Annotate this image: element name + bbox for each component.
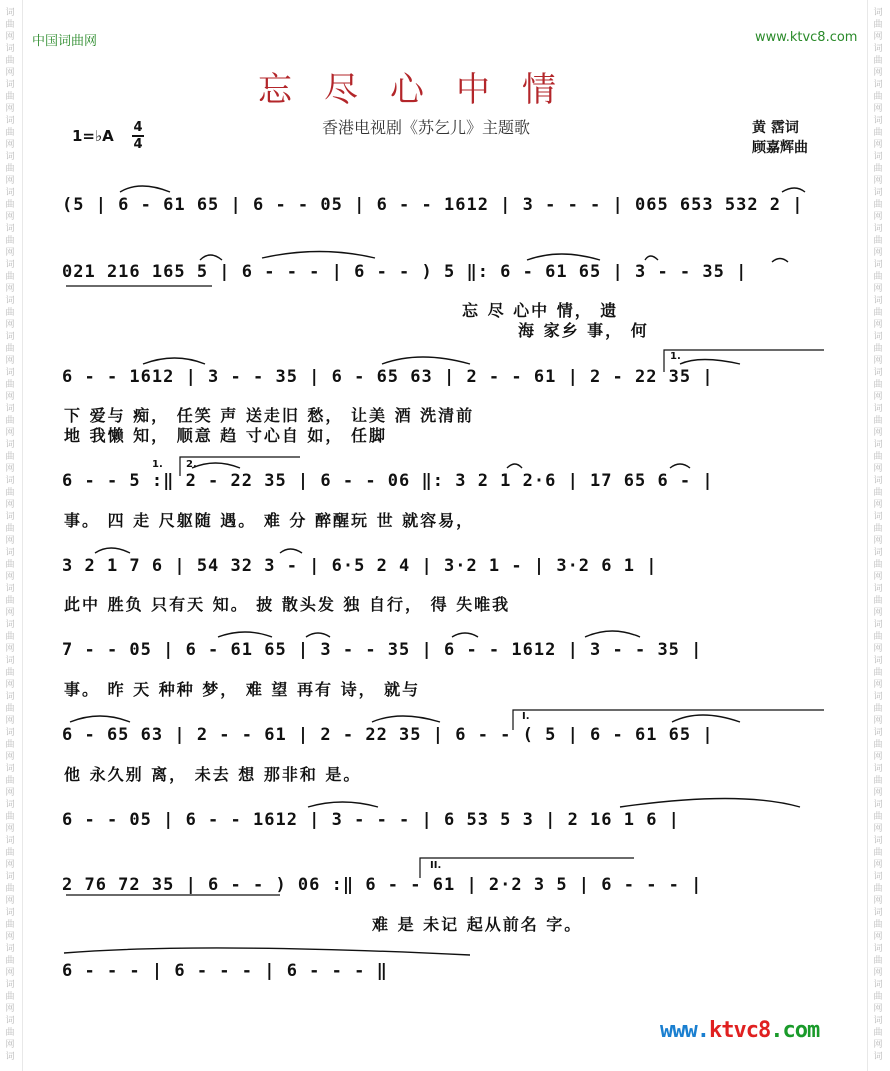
side-watermark-char: 曲 bbox=[873, 56, 883, 66]
slur bbox=[620, 799, 800, 808]
side-watermark-char: 词 bbox=[873, 548, 883, 558]
side-watermark-char: 曲 bbox=[873, 596, 883, 606]
side-watermark-char: 网 bbox=[5, 32, 15, 42]
side-watermark-char: 词 bbox=[5, 872, 15, 882]
key-signature: 1=♭A bbox=[72, 127, 114, 145]
side-watermark-char: 网 bbox=[873, 248, 883, 258]
side-watermark-char: 网 bbox=[5, 860, 15, 870]
side-watermark-char: 曲 bbox=[873, 452, 883, 462]
slur bbox=[782, 188, 805, 192]
time-signature-bottom: 4 bbox=[133, 137, 143, 152]
side-watermark-char: 词 bbox=[873, 260, 883, 270]
score-line-6: 7 - - 05 | 6 - 61 65 | 3 - - 35 | 6 - - 1612 | 3 - - 35 | bbox=[62, 640, 703, 660]
side-watermark-char: 词 bbox=[5, 404, 15, 414]
side-watermark-char: 曲 bbox=[5, 668, 15, 678]
slur bbox=[143, 358, 205, 364]
side-watermark-char: 曲 bbox=[5, 992, 15, 1002]
side-watermark-char: 曲 bbox=[5, 236, 15, 246]
site-url-right: www.ktvc8.com bbox=[755, 30, 858, 45]
side-watermark-char: 词 bbox=[5, 836, 15, 846]
slur bbox=[120, 186, 170, 192]
side-watermark-char: 网 bbox=[5, 680, 15, 690]
slur bbox=[262, 252, 375, 259]
slur bbox=[280, 549, 302, 553]
side-watermark-char: 曲 bbox=[5, 884, 15, 894]
side-watermark-char: 网 bbox=[873, 932, 883, 942]
ktvc8-logo bbox=[660, 1018, 819, 1043]
side-watermark-char: 网 bbox=[873, 68, 883, 78]
side-watermark-char: 曲 bbox=[873, 128, 883, 138]
side-watermark-char: 词 bbox=[873, 1016, 883, 1026]
side-watermark-char: 曲 bbox=[5, 560, 15, 570]
side-watermark-char: 词 bbox=[873, 980, 883, 990]
side-watermark-char: 曲 bbox=[5, 344, 15, 354]
side-watermark-char: 网 bbox=[5, 896, 15, 906]
score-line-7: 6 - 65 63 | 2 - - 61 | 2 - 22 35 | 6 - - ( 5 | 6 - 61 65 | bbox=[62, 725, 714, 745]
side-watermark-char: 曲 bbox=[5, 452, 15, 462]
side-watermark-char: 网 bbox=[873, 1040, 883, 1050]
logo-part-www: www. bbox=[660, 1018, 709, 1043]
lyric-line-3b: 地 我懒 知， 顺意 趋 寸心自 如， 任脚 bbox=[64, 426, 387, 445]
lyric-line-2a: 忘 尽 心中 情， 遗 bbox=[462, 301, 619, 320]
side-watermark-char: 词 bbox=[873, 908, 883, 918]
volta-label-1: 1. bbox=[670, 351, 681, 362]
lyric-line-2b: 海 家乡 事， 何 bbox=[518, 321, 649, 340]
side-watermark-char: 曲 bbox=[5, 740, 15, 750]
side-watermark-char: 词 bbox=[873, 584, 883, 594]
side-watermark-char: 网 bbox=[873, 860, 883, 870]
side-watermark-char: 网 bbox=[5, 68, 15, 78]
side-watermark-char: 词 bbox=[873, 872, 883, 882]
side-watermark-char: 曲 bbox=[873, 848, 883, 858]
side-watermark-char: 网 bbox=[5, 284, 15, 294]
side-watermark-char: 网 bbox=[5, 824, 15, 834]
score-line-9: 2 76 72 35 | 6 - - ) 06 :‖ 6 - - 61 | 2·2 3 5 | 6 - - - | bbox=[62, 875, 703, 895]
side-watermark-char: 词 bbox=[5, 224, 15, 234]
side-watermark-char: 网 bbox=[873, 356, 883, 366]
slur bbox=[308, 802, 378, 807]
slur bbox=[382, 357, 470, 364]
side-watermark-char: 词 bbox=[873, 296, 883, 306]
side-watermark-char: 曲 bbox=[5, 416, 15, 426]
side-watermark-char: 网 bbox=[5, 536, 15, 546]
side-watermark-char: 词 bbox=[5, 548, 15, 558]
slur bbox=[306, 633, 330, 637]
volta-label-3: 2. bbox=[186, 459, 197, 470]
side-watermark-char: 词 bbox=[873, 728, 883, 738]
side-watermark-char: 曲 bbox=[873, 92, 883, 102]
side-watermark-char: 词 bbox=[873, 692, 883, 702]
side-watermark-char: 曲 bbox=[873, 920, 883, 930]
side-watermark-char: 曲 bbox=[5, 1028, 15, 1038]
side-watermark-char: 曲 bbox=[873, 632, 883, 642]
side-watermark-char: 词 bbox=[873, 476, 883, 486]
volta-bracket bbox=[180, 457, 300, 476]
side-watermark-char: 词 bbox=[873, 1052, 883, 1062]
side-watermark-char: 词 bbox=[873, 800, 883, 810]
side-watermark-char: 词 bbox=[5, 44, 15, 54]
time-signature-top: 4 bbox=[133, 120, 143, 135]
side-watermark-char: 曲 bbox=[5, 164, 15, 174]
side-watermark-char: 网 bbox=[5, 104, 15, 114]
side-watermark-char: 词 bbox=[5, 440, 15, 450]
side-watermark-char: 词 bbox=[5, 260, 15, 270]
side-watermark-char: 词 bbox=[873, 656, 883, 666]
volta-bracket bbox=[513, 710, 824, 730]
lyric-line-5: 此中 胜负 只有天 知。 披 散头发 独 自行， 得 失唯我 bbox=[64, 595, 511, 614]
side-watermark-char: 曲 bbox=[5, 380, 15, 390]
side-watermark-char: 词 bbox=[5, 80, 15, 90]
side-watermark-char: 网 bbox=[5, 752, 15, 762]
side-watermark-char: 网 bbox=[5, 968, 15, 978]
side-watermark-char: 网 bbox=[5, 716, 15, 726]
side-watermark-char: 曲 bbox=[873, 776, 883, 786]
site-name-left: 中国词曲网 bbox=[32, 34, 98, 49]
side-watermark-char: 曲 bbox=[5, 956, 15, 966]
slur bbox=[672, 715, 740, 722]
song-title: 忘尽心中情 bbox=[258, 70, 588, 110]
side-watermark-char: 曲 bbox=[5, 92, 15, 102]
side-watermark-char: 词 bbox=[873, 440, 883, 450]
side-watermark-char: 网 bbox=[873, 572, 883, 582]
side-watermark-char: 网 bbox=[873, 212, 883, 222]
slur bbox=[372, 716, 440, 722]
side-watermark-char: 词 bbox=[5, 332, 15, 342]
side-watermark-char: 词 bbox=[873, 836, 883, 846]
side-watermark-char: 网 bbox=[5, 608, 15, 618]
side-watermark-char: 词 bbox=[5, 368, 15, 378]
side-watermark-char: 网 bbox=[5, 392, 15, 402]
side-watermark-char: 网 bbox=[873, 536, 883, 546]
side-watermark-char: 曲 bbox=[873, 416, 883, 426]
side-watermark-char: 网 bbox=[5, 356, 15, 366]
side-watermark-char: 词 bbox=[873, 116, 883, 126]
side-watermark-char: 曲 bbox=[5, 488, 15, 498]
side-watermark-char: 词 bbox=[873, 8, 883, 18]
score-line-5: 3 2 1 7 6 | 54 32 3 - | 6·5 2 4 | 3·2 1 - | 3·2 6 1 | bbox=[62, 556, 658, 576]
side-watermark-char: 词 bbox=[5, 1016, 15, 1026]
side-watermark-char: 词 bbox=[873, 764, 883, 774]
logo-part-com: .com bbox=[770, 1018, 820, 1043]
side-watermark-char: 网 bbox=[873, 32, 883, 42]
side-watermark-char: 词 bbox=[873, 188, 883, 198]
slur bbox=[772, 259, 788, 263]
side-watermark-char: 曲 bbox=[5, 524, 15, 534]
lyric-line-9: 难 是 未记 起从前名 字。 bbox=[372, 915, 583, 934]
side-watermark-char: 词 bbox=[5, 944, 15, 954]
side-watermark-char: 网 bbox=[873, 428, 883, 438]
side-watermark-char: 词 bbox=[5, 8, 15, 18]
side-watermark-char: 曲 bbox=[873, 704, 883, 714]
side-watermark-char: 网 bbox=[5, 320, 15, 330]
slur bbox=[218, 632, 272, 637]
side-watermark-char: 曲 bbox=[873, 164, 883, 174]
side-watermark-char: 词 bbox=[5, 980, 15, 990]
side-watermark-char: 网 bbox=[873, 716, 883, 726]
score-line-8: 6 - - 05 | 6 - - 1612 | 3 - - - | 6 53 5 3 | 2 16 1 6 | bbox=[62, 810, 680, 830]
composer-credit: 顾嘉辉曲 bbox=[752, 140, 808, 156]
side-watermark-char: 词 bbox=[5, 116, 15, 126]
side-watermark-char: 曲 bbox=[5, 200, 15, 210]
side-watermark-char: 词 bbox=[5, 656, 15, 666]
side-watermark-char: 网 bbox=[873, 608, 883, 618]
side-watermark-char: 曲 bbox=[873, 560, 883, 570]
lyric-line-6: 事。 昨 天 种种 梦， 难 望 再有 诗， 就与 bbox=[64, 680, 421, 699]
side-watermark-char: 词 bbox=[873, 944, 883, 954]
side-watermark-char: 词 bbox=[5, 908, 15, 918]
side-watermark-char: 网 bbox=[873, 644, 883, 654]
side-watermark-char: 曲 bbox=[873, 236, 883, 246]
side-watermark-char: 曲 bbox=[873, 308, 883, 318]
score-line-1: (5 | 6 - 61 65 | 6 - - 05 | 6 - - 1612 | 3 - - - | 065 653 532 2 | bbox=[62, 195, 804, 215]
side-watermark-char: 曲 bbox=[873, 740, 883, 750]
side-watermark-char: 曲 bbox=[873, 992, 883, 1002]
side-watermark-char: 网 bbox=[5, 788, 15, 798]
side-watermark-char: 曲 bbox=[873, 812, 883, 822]
side-watermark-char: 曲 bbox=[5, 56, 15, 66]
side-watermark-char: 网 bbox=[873, 788, 883, 798]
side-watermark-char: 曲 bbox=[5, 308, 15, 318]
side-watermark-char: 词 bbox=[5, 476, 15, 486]
slur bbox=[64, 948, 470, 955]
side-watermark-char: 曲 bbox=[873, 668, 883, 678]
side-watermark-char: 词 bbox=[5, 764, 15, 774]
side-watermark-char: 网 bbox=[5, 212, 15, 222]
side-watermark-char: 词 bbox=[5, 728, 15, 738]
side-watermark-char: 曲 bbox=[5, 20, 15, 30]
side-watermark-char: 网 bbox=[5, 428, 15, 438]
side-watermark-char: 词 bbox=[5, 620, 15, 630]
side-watermark-char: 词 bbox=[5, 1052, 15, 1062]
side-watermark-char: 网 bbox=[5, 932, 15, 942]
side-watermark-char: 曲 bbox=[5, 128, 15, 138]
volta-bracket bbox=[420, 858, 634, 878]
lyricist-credit: 黄 霑词 bbox=[752, 120, 799, 136]
side-watermark-char: 词 bbox=[5, 800, 15, 810]
score-line-10: 6 - - - | 6 - - - | 6 - - - ‖ bbox=[62, 961, 388, 981]
side-watermark-char: 曲 bbox=[873, 20, 883, 30]
side-watermark-char: 网 bbox=[873, 968, 883, 978]
side-watermark-char: 网 bbox=[873, 464, 883, 474]
slur bbox=[200, 255, 222, 260]
side-watermark-char: 曲 bbox=[5, 920, 15, 930]
side-watermark-char: 曲 bbox=[5, 632, 15, 642]
lyric-line-3a: 下 爱与 痴， 任笑 声 送走旧 愁， 让美 酒 洗清前 bbox=[64, 406, 475, 425]
side-watermark-char: 网 bbox=[5, 1004, 15, 1014]
side-watermark-char: 曲 bbox=[5, 704, 15, 714]
side-watermark-char: 网 bbox=[873, 104, 883, 114]
side-watermark-char: 网 bbox=[5, 572, 15, 582]
side-watermark-char: 词 bbox=[873, 368, 883, 378]
side-watermark-char: 曲 bbox=[5, 596, 15, 606]
lyric-line-4: 事。 四 走 尺躯随 遇。 难 分 醉醒玩 世 就容易， bbox=[64, 511, 475, 530]
side-watermark-char: 曲 bbox=[873, 344, 883, 354]
side-watermark-char: 词 bbox=[873, 404, 883, 414]
side-watermark-char: 词 bbox=[873, 512, 883, 522]
volta-label-2: 1. bbox=[152, 459, 163, 470]
side-watermark-char: 词 bbox=[873, 332, 883, 342]
side-watermark-char: 网 bbox=[873, 500, 883, 510]
side-watermark-char: 网 bbox=[5, 140, 15, 150]
side-watermark-char: 曲 bbox=[5, 776, 15, 786]
slur bbox=[95, 548, 130, 553]
song-subtitle: 香港电视剧《苏乞儿》主题歌 bbox=[322, 118, 531, 137]
slur bbox=[507, 464, 522, 468]
score-line-2: 021 216 165 5 | 6 - - - | 6 - - ) 5 ‖: 6 - 61 65 | 3 - - 35 | bbox=[62, 262, 748, 282]
side-watermark-char: 网 bbox=[873, 896, 883, 906]
side-watermark-char: 曲 bbox=[873, 488, 883, 498]
side-watermark-char: 网 bbox=[5, 464, 15, 474]
volta-label-4: I. bbox=[522, 711, 530, 722]
side-watermark-char: 曲 bbox=[873, 272, 883, 282]
side-watermark-char: 网 bbox=[873, 1004, 883, 1014]
side-watermark-char: 词 bbox=[873, 152, 883, 162]
side-watermark-char: 词 bbox=[873, 44, 883, 54]
side-watermark-char: 词 bbox=[873, 224, 883, 234]
side-watermark-char: 词 bbox=[5, 584, 15, 594]
side-watermark-char: 词 bbox=[5, 152, 15, 162]
side-watermark-char: 网 bbox=[5, 500, 15, 510]
side-watermark-char: 网 bbox=[5, 248, 15, 258]
side-watermark-char: 曲 bbox=[873, 200, 883, 210]
volta-label-5: II. bbox=[430, 860, 442, 871]
side-watermark-char: 网 bbox=[873, 284, 883, 294]
side-watermark-char: 词 bbox=[5, 296, 15, 306]
slur bbox=[70, 716, 130, 722]
score-line-4: 6 - - 5 :‖ 2 - 22 35 | 6 - - 06 ‖: 3 2 1 2·6 | 17 65 6 - | bbox=[62, 471, 714, 491]
logo-part-ktvc8: ktvc8 bbox=[708, 1018, 771, 1043]
slur bbox=[645, 256, 658, 260]
side-watermark-char: 词 bbox=[5, 512, 15, 522]
side-watermark-char: 词 bbox=[873, 80, 883, 90]
side-watermark-char: 网 bbox=[873, 320, 883, 330]
side-watermark-char: 词 bbox=[5, 188, 15, 198]
side-watermark-char: 网 bbox=[873, 140, 883, 150]
side-watermark-char: 曲 bbox=[5, 848, 15, 858]
slur bbox=[527, 254, 600, 260]
side-watermark-char: 曲 bbox=[5, 812, 15, 822]
side-watermark-char: 曲 bbox=[873, 524, 883, 534]
slur bbox=[192, 463, 240, 468]
slur bbox=[452, 633, 478, 637]
side-watermark-char: 词 bbox=[5, 692, 15, 702]
slur bbox=[585, 631, 640, 637]
side-watermark-char: 曲 bbox=[873, 1028, 883, 1038]
score-line-3: 6 - - 1612 | 3 - - 35 | 6 - 65 63 | 2 - - 61 | 2 - 22 35 | bbox=[62, 367, 714, 387]
side-watermark-char: 网 bbox=[873, 680, 883, 690]
side-watermark-char: 网 bbox=[873, 752, 883, 762]
lyric-line-7: 他 永久别 离， 未去 想 那非和 是。 bbox=[64, 765, 362, 784]
side-watermark-char: 词 bbox=[873, 620, 883, 630]
side-watermark-char: 网 bbox=[5, 644, 15, 654]
slur bbox=[680, 360, 740, 365]
side-watermark-char: 网 bbox=[873, 176, 883, 186]
side-watermark-char: 曲 bbox=[873, 380, 883, 390]
side-watermark-char: 曲 bbox=[873, 884, 883, 894]
side-watermark-char: 网 bbox=[5, 176, 15, 186]
side-watermark-char: 网 bbox=[873, 824, 883, 834]
side-watermark-char: 曲 bbox=[873, 956, 883, 966]
side-watermark-char: 网 bbox=[5, 1040, 15, 1050]
side-watermark-char: 曲 bbox=[5, 272, 15, 282]
slur bbox=[670, 464, 690, 468]
side-watermark-char: 网 bbox=[873, 392, 883, 402]
